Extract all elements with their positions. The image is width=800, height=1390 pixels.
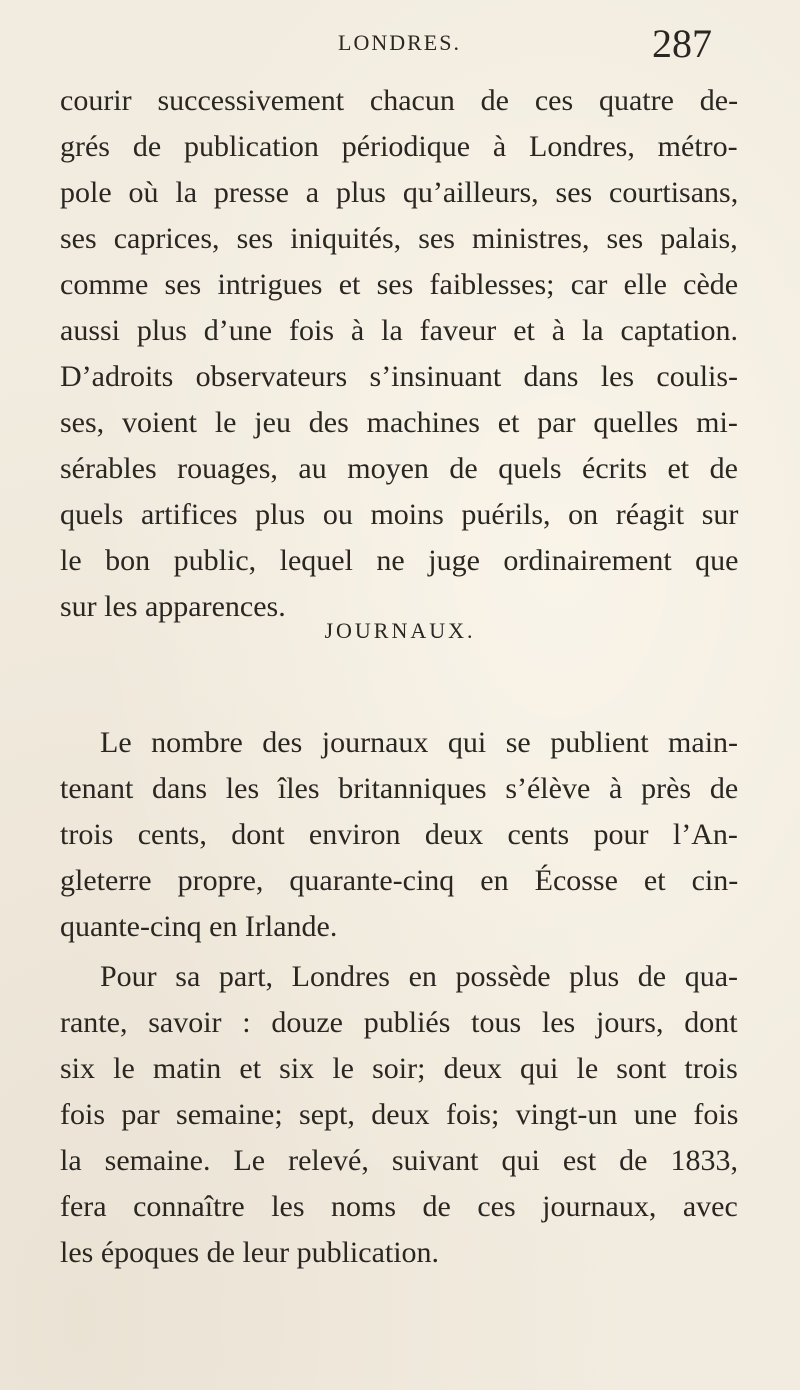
text-line: six le matin et six le soir; deux qui le sont trois bbox=[60, 1052, 738, 1085]
text-line: les époques de leur publication. bbox=[60, 1236, 440, 1269]
text-line: trois cents, dont environ deux cents pour l’An- bbox=[60, 818, 738, 851]
text-line: Le nombre des journaux qui se publient main- bbox=[100, 726, 739, 759]
text-line: gleterre propre, quarante-cinq en Écosse et cin- bbox=[60, 864, 739, 897]
page-number: 287 bbox=[652, 21, 712, 66]
text-line: pole où la presse a plus qu’ailleurs, ses courtisans, bbox=[60, 176, 739, 209]
text-line: le bon public, lequel ne juge ordinairement que bbox=[60, 544, 739, 577]
text-line: ses caprices, ses iniquités, ses ministres, ses palais, bbox=[60, 222, 738, 255]
text-line: la semaine. Le relevé, suivant qui est de 1833, bbox=[60, 1144, 738, 1177]
text-line: fera connaître les noms de ces journaux, avec bbox=[60, 1190, 738, 1223]
text-line: quante-cinq en Irlande. bbox=[60, 910, 338, 943]
text-line: grés de publication périodique à Londres, métro- bbox=[60, 130, 738, 163]
text-line: courir successivement chacun de ces quatre de- bbox=[60, 84, 739, 117]
text-line: ses, voient le jeu des machines et par quelles mi- bbox=[60, 406, 738, 439]
text-line: Pour sa part, Londres en possède plus de qua- bbox=[100, 960, 739, 993]
running-head bbox=[0, 12, 800, 72]
text-line: rante, savoir : douze publiés tous les jours, dont bbox=[60, 1006, 738, 1039]
running-title: LONDRES. bbox=[338, 30, 461, 55]
text-line: comme ses intrigues et ses faiblesses; car elle cède bbox=[60, 268, 739, 301]
text-line: fois par semaine; sept, deux fois; vingt-un une fois bbox=[60, 1098, 739, 1131]
text-line: sur les apparences. bbox=[60, 590, 286, 623]
text-line: tenant dans les îles britanniques s’élève à près de bbox=[60, 772, 739, 805]
section-heading: JOURNAUX. bbox=[324, 618, 476, 643]
text-line: quels artifices plus ou moins puérils, on réagit sur bbox=[60, 498, 739, 531]
text-line: sérables rouages, au moyen de quels écrits et de bbox=[60, 452, 738, 485]
text-line: aussi plus d’une fois à la faveur et à la captation. bbox=[60, 314, 738, 347]
text-line: D’adroits observateurs s’insinuant dans les coulis- bbox=[60, 360, 739, 393]
